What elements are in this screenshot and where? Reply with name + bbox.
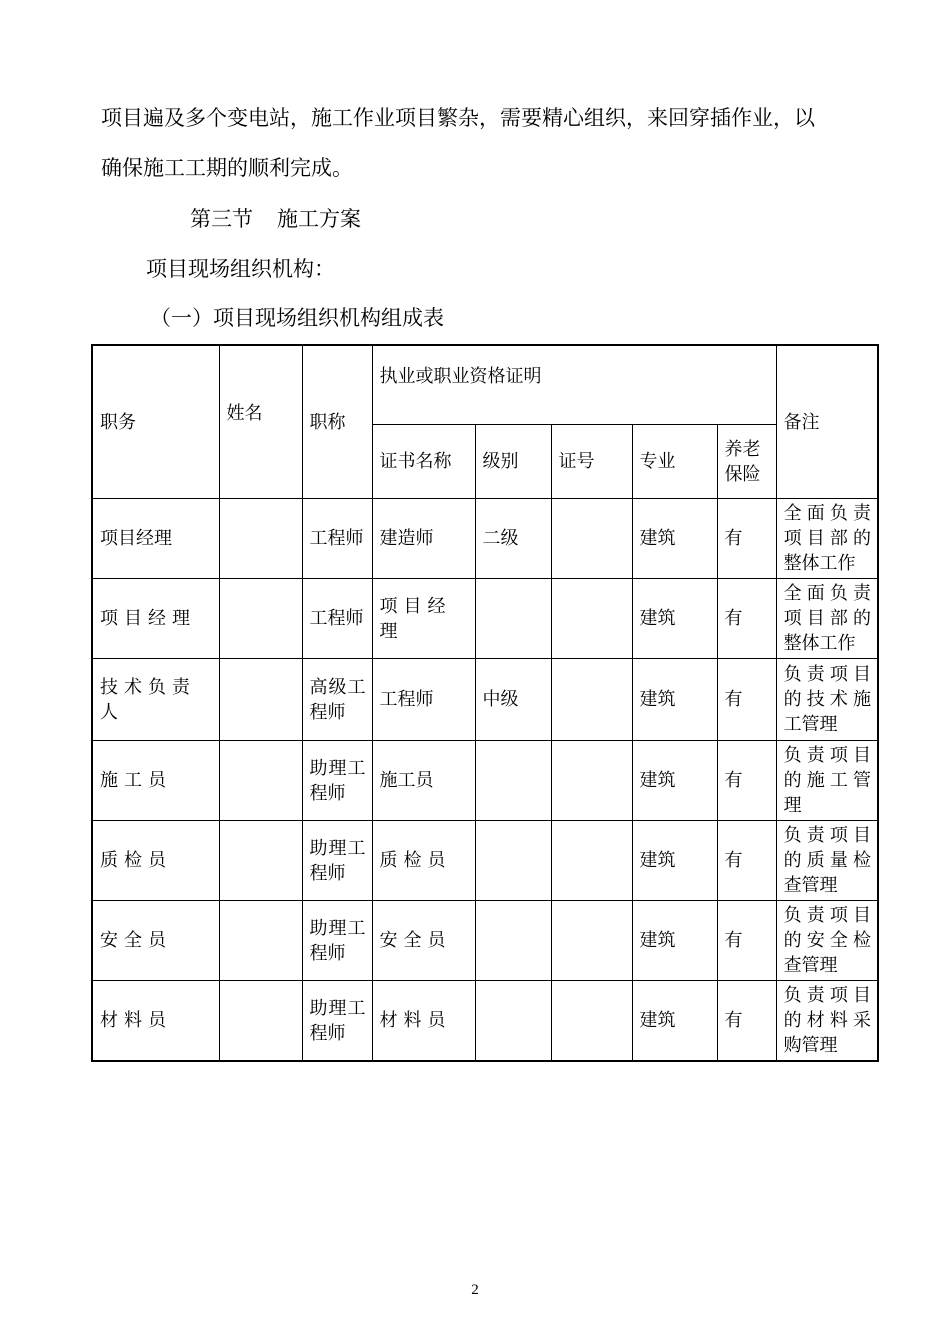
cell-duty: 技术负责人 [92,659,219,741]
cell-level: 中级 [475,659,551,741]
cell-title: 高级工程师 [302,659,372,741]
header-level: 级别 [475,425,551,499]
cell-cert-name: 施工员 [372,741,475,821]
body-paragraph-line-2: 确保施工工期的顺利完成。 [101,156,353,180]
cell-title: 助理工程师 [302,821,372,901]
section-heading [190,203,361,233]
cell-major: 建筑 [632,741,717,821]
cell-cert-no [551,901,632,981]
body-paragraph-line-1: 项目遍及多个变电站，施工作业项目繁杂，需要精心组织，来回穿插作业，以 [101,106,815,130]
cell-level [475,981,551,1062]
cell-pension: 有 [717,579,776,659]
cell-duty: 项目经理 [92,579,219,659]
table-row [92,579,878,659]
header-cert-name: 证书名称 [372,425,475,499]
page-number: 2 [471,1282,479,1298]
cell-cert-no [551,659,632,741]
cell-cert-name: 项目经理 [372,579,475,659]
cell-pension: 有 [717,659,776,741]
cell-duty: 安全员 [92,901,219,981]
cell-cert-name: 材料员 [372,981,475,1062]
cell-title: 助理工程师 [302,901,372,981]
cell-remarks: 全面负责项目部的整体工作 [776,499,878,579]
cell-cert-name: 质检员 [372,821,475,901]
cell-level: 二级 [475,499,551,579]
cell-name [219,901,302,981]
cell-title: 工程师 [302,579,372,659]
table-header-row [92,345,878,425]
cell-duty: 施工员 [92,741,219,821]
cell-remarks: 负责项目的安全检查管理 [776,901,878,981]
cell-major: 建筑 [632,821,717,901]
cell-cert-no [551,499,632,579]
cell-cert-name: 工程师 [372,659,475,741]
cell-major: 建筑 [632,499,717,579]
cell-remarks: 负责项目的材料采购管理 [776,981,878,1062]
cell-name [219,499,302,579]
cell-level [475,579,551,659]
cell-major: 建筑 [632,981,717,1062]
table-row [92,659,878,741]
cell-pension: 有 [717,499,776,579]
cell-remarks: 负责项目的质量检查管理 [776,821,878,901]
cell-remarks: 全面负责项目部的整体工作 [776,579,878,659]
cell-pension: 有 [717,981,776,1062]
header-remarks: 备注 [776,345,878,499]
cell-title: 工程师 [302,499,372,579]
header-name: 姓名 [219,345,302,499]
table-row [92,981,878,1062]
cell-duty: 质检员 [92,821,219,901]
cell-major: 建筑 [632,579,717,659]
table-row [92,901,878,981]
header-title: 职称 [302,345,372,499]
header-cert-no: 证号 [551,425,632,499]
cell-cert-no [551,579,632,659]
cell-remarks: 负责项目的施工管理 [776,741,878,821]
cell-major: 建筑 [632,659,717,741]
header-pension: 养老保险 [717,425,776,499]
header-cert-group: 执业或职业资格证明 [372,345,776,425]
cell-level [475,741,551,821]
cell-cert-no [551,821,632,901]
section-number: 第三节 [190,207,253,231]
cell-cert-no [551,741,632,821]
header-duty: 职务 [92,345,219,499]
cell-name [219,579,302,659]
cell-cert-name: 建造师 [372,499,475,579]
cell-name [219,821,302,901]
table-row [92,821,878,901]
cell-duty: 项目经理 [92,499,219,579]
org-structure-table [91,344,879,1062]
cell-level [475,901,551,981]
cell-duty: 材料员 [92,981,219,1062]
cell-pension: 有 [717,821,776,901]
cell-pension: 有 [717,901,776,981]
cell-name [219,741,302,821]
cell-name [219,659,302,741]
cell-remarks: 负责项目的技术施工管理 [776,659,878,741]
section-title: 施工方案 [277,207,361,231]
header-major: 专业 [632,425,717,499]
table-row [92,741,878,821]
table-title: （一）项目现场组织机构组成表 [150,306,444,330]
table-row [92,499,878,579]
cell-title: 助理工程师 [302,741,372,821]
cell-level [475,821,551,901]
cell-name [219,981,302,1062]
cell-major: 建筑 [632,901,717,981]
cell-cert-no [551,981,632,1062]
cell-pension: 有 [717,741,776,821]
cell-cert-name: 安全员 [372,901,475,981]
org-heading: 项目现场组织机构： [146,257,335,281]
cell-title: 助理工程师 [302,981,372,1062]
